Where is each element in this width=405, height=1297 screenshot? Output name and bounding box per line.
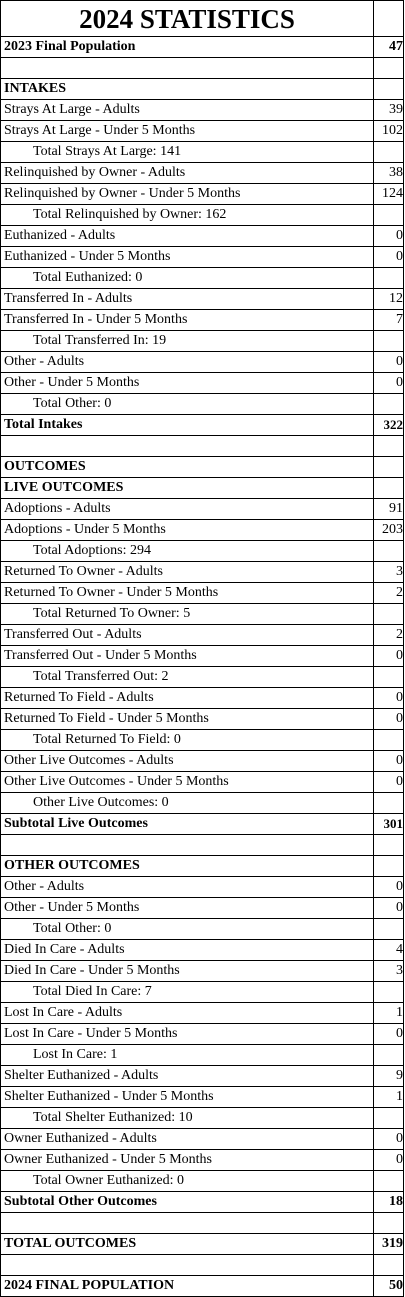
table-row: [0, 205, 404, 226]
row-value: [374, 604, 404, 624]
table-row: [0, 373, 404, 394]
table-row: [0, 100, 404, 121]
table-row: [0, 730, 404, 751]
row-label: Other - Adults: [1, 877, 374, 897]
row-value: 38: [389, 165, 403, 180]
row-label: Returned To Field - Adults: [1, 688, 374, 708]
table-row: [0, 499, 404, 520]
row-label: Returned To Owner - Under 5 Months: [1, 583, 374, 603]
stat-rows: [0, 37, 404, 1297]
table-row: [0, 835, 404, 856]
table-row: [0, 562, 404, 583]
row-value: [374, 205, 404, 225]
row-value: 319: [382, 1236, 403, 1251]
table-row: [0, 919, 404, 940]
row-label: Lost In Care - Adults: [1, 1003, 374, 1023]
row-value: [374, 793, 404, 813]
table-row: [0, 1108, 404, 1129]
table-row: [0, 604, 404, 625]
row-value: 9: [396, 1068, 403, 1083]
table-row: [0, 121, 404, 142]
table-row: [0, 520, 404, 541]
row-label: [1, 436, 374, 456]
row-value: 0: [396, 711, 403, 726]
row-label: Other Live Outcomes: 0: [1, 793, 374, 813]
table-row: [0, 142, 404, 163]
row-label: Total Transferred Out: 2: [1, 667, 374, 687]
row-value: 12: [389, 291, 403, 306]
row-label: Adoptions - Under 5 Months: [1, 520, 374, 540]
row-value: [374, 1108, 404, 1128]
table-row: [0, 1045, 404, 1066]
table-row: [0, 541, 404, 562]
row-label: [1, 1255, 374, 1275]
row-value: 0: [396, 375, 403, 390]
table-row: [0, 877, 404, 898]
row-label: Total Died In Care: 7: [1, 982, 374, 1002]
row-label: Strays At Large - Adults: [1, 100, 374, 120]
row-label: Strays At Large - Under 5 Months: [1, 121, 374, 141]
row-label: Total Returned To Field: 0: [1, 730, 374, 750]
row-value: 50: [389, 1278, 403, 1293]
row-label: Total Strays At Large: 141: [1, 142, 374, 162]
row-label: Euthanized - Adults: [1, 226, 374, 246]
table-row: [0, 1024, 404, 1045]
row-value: 91: [389, 501, 403, 516]
row-value: 0: [396, 690, 403, 705]
table-row: [0, 268, 404, 289]
row-label: Total Relinquished by Owner: 162: [1, 205, 374, 225]
row-value: [374, 58, 404, 78]
row-label: 2024 FINAL POPULATION: [1, 1276, 374, 1296]
row-label: OUTCOMES: [1, 457, 374, 477]
row-label: Returned To Field - Under 5 Months: [1, 709, 374, 729]
table-row: [0, 688, 404, 709]
row-label: Owner Euthanized - Under 5 Months: [1, 1150, 374, 1170]
table-row: [0, 289, 404, 310]
table-row: [0, 415, 404, 436]
row-value: [374, 457, 404, 477]
row-label: Died In Care - Adults: [1, 940, 374, 960]
row-value: 0: [396, 648, 403, 663]
row-label: Shelter Euthanized - Adults: [1, 1066, 374, 1086]
table-row: [0, 646, 404, 667]
row-value: [374, 331, 404, 351]
row-label: Died In Care - Under 5 Months: [1, 961, 374, 981]
row-label: LIVE OUTCOMES: [1, 478, 374, 498]
table-row: [0, 583, 404, 604]
row-label: Total Adoptions: 294: [1, 541, 374, 561]
row-label: Owner Euthanized - Adults: [1, 1129, 374, 1149]
row-label: Lost In Care: 1: [1, 1045, 374, 1065]
row-value: [374, 982, 404, 1002]
row-value: [374, 1171, 404, 1191]
row-label: Total Euthanized: 0: [1, 268, 374, 288]
table-row: [0, 1276, 404, 1297]
table-row: [0, 625, 404, 646]
row-value: 0: [396, 249, 403, 264]
table-row: [0, 856, 404, 877]
table-row: [0, 940, 404, 961]
row-value: 3: [396, 564, 403, 579]
row-label: Other - Under 5 Months: [1, 373, 374, 393]
row-value: [374, 478, 404, 498]
row-value: 3: [396, 963, 403, 978]
table-row: [0, 1150, 404, 1171]
row-label: Total Other: 0: [1, 394, 374, 414]
row-value: [374, 1213, 404, 1233]
table-row: [0, 793, 404, 814]
row-label: Lost In Care - Under 5 Months: [1, 1024, 374, 1044]
row-label: Total Intakes: [1, 415, 374, 435]
row-label: Shelter Euthanized - Under 5 Months: [1, 1087, 374, 1107]
row-label: Returned To Owner - Adults: [1, 562, 374, 582]
row-value: [374, 667, 404, 687]
row-value: 2: [396, 585, 403, 600]
table-row: [0, 1087, 404, 1108]
row-value: 0: [396, 228, 403, 243]
row-label: Relinquished by Owner - Under 5 Months: [1, 184, 374, 204]
row-value: 39: [389, 102, 403, 117]
row-label: INTAKES: [1, 79, 374, 99]
row-label: Other - Under 5 Months: [1, 898, 374, 918]
table-row: [0, 184, 404, 205]
row-value: [374, 1255, 404, 1275]
row-value: 0: [396, 354, 403, 369]
table-row: [0, 898, 404, 919]
table-row: [0, 478, 404, 499]
table-row: [0, 751, 404, 772]
row-label: Relinquished by Owner - Adults: [1, 163, 374, 183]
row-value: 1: [396, 1089, 403, 1104]
row-value: 124: [382, 186, 403, 201]
table-row: [0, 961, 404, 982]
row-label: Total Transferred In: 19: [1, 331, 374, 351]
table-row: [0, 1192, 404, 1213]
table-row: [0, 226, 404, 247]
table-row: [0, 37, 404, 58]
row-value: [374, 1045, 404, 1065]
row-value: [374, 835, 404, 855]
table-row: [0, 457, 404, 478]
row-value: [374, 79, 404, 99]
row-value: 4: [396, 942, 403, 957]
row-value: 322: [383, 417, 403, 432]
row-label: Subtotal Other Outcomes: [1, 1192, 374, 1212]
row-label: Other - Adults: [1, 352, 374, 372]
table-row: [0, 1171, 404, 1192]
table-row: [0, 331, 404, 352]
row-label: Other Live Outcomes - Adults: [1, 751, 374, 771]
row-value: [374, 268, 404, 288]
row-label: Subtotal Live Outcomes: [1, 814, 374, 834]
row-label: Total Owner Euthanized: 0: [1, 1171, 374, 1191]
row-label: Total Shelter Euthanized: 10: [1, 1108, 374, 1128]
row-label: Transferred Out - Under 5 Months: [1, 646, 374, 666]
table-row: [0, 79, 404, 100]
row-value: 0: [396, 1131, 403, 1146]
row-value: 203: [382, 522, 403, 537]
row-value: [374, 142, 404, 162]
table-row: [0, 772, 404, 793]
row-value: 0: [396, 900, 403, 915]
row-value: 1: [396, 1005, 403, 1020]
row-value: 0: [396, 879, 403, 894]
table-row: [0, 1066, 404, 1087]
table-row: [0, 1129, 404, 1150]
table-row: [0, 436, 404, 457]
row-value: 301: [383, 816, 403, 831]
table-row: [0, 1213, 404, 1234]
row-value: 47: [389, 39, 403, 54]
table-row: [0, 667, 404, 688]
row-value: [374, 856, 404, 876]
table-row: [0, 982, 404, 1003]
row-value: 0: [396, 1152, 403, 1167]
table-row: [0, 247, 404, 268]
row-label: Total Other: 0: [1, 919, 374, 939]
table-row: [0, 163, 404, 184]
row-label: Transferred Out - Adults: [1, 625, 374, 645]
table-row: [0, 394, 404, 415]
row-value: 0: [396, 1026, 403, 1041]
row-value: 2: [396, 627, 403, 642]
row-label: [1, 58, 374, 78]
table-row: [0, 1003, 404, 1024]
row-label: Transferred In - Under 5 Months: [1, 310, 374, 330]
row-value: [374, 436, 404, 456]
sheet-title: 2024 STATISTICS: [1, 1, 374, 36]
table-row: [0, 310, 404, 331]
table-row: [0, 814, 404, 835]
row-label: [1, 835, 374, 855]
row-value: 18: [389, 1194, 403, 1209]
row-label: Other Live Outcomes - Under 5 Months: [1, 772, 374, 792]
row-value: [374, 730, 404, 750]
table-row: [0, 58, 404, 79]
row-value: 7: [396, 312, 403, 327]
table-row: [0, 352, 404, 373]
row-label: Euthanized - Under 5 Months: [1, 247, 374, 267]
row-label: [1, 1213, 374, 1233]
row-label: TOTAL OUTCOMES: [1, 1234, 374, 1254]
row-label: 2023 Final Population: [1, 37, 374, 57]
row-label: Adoptions - Adults: [1, 499, 374, 519]
row-value: 0: [396, 753, 403, 768]
table-row: [0, 1255, 404, 1276]
row-label: Total Returned To Owner: 5: [1, 604, 374, 624]
table-row: [0, 709, 404, 730]
row-value: 102: [382, 123, 403, 138]
row-value: [374, 919, 404, 939]
row-value: [374, 541, 404, 561]
row-label: OTHER OUTCOMES: [1, 856, 374, 876]
row-label: Transferred In - Adults: [1, 289, 374, 309]
table-row: [0, 1234, 404, 1255]
row-value: [374, 394, 404, 414]
row-value: 0: [396, 774, 403, 789]
title-row: [0, 0, 404, 37]
